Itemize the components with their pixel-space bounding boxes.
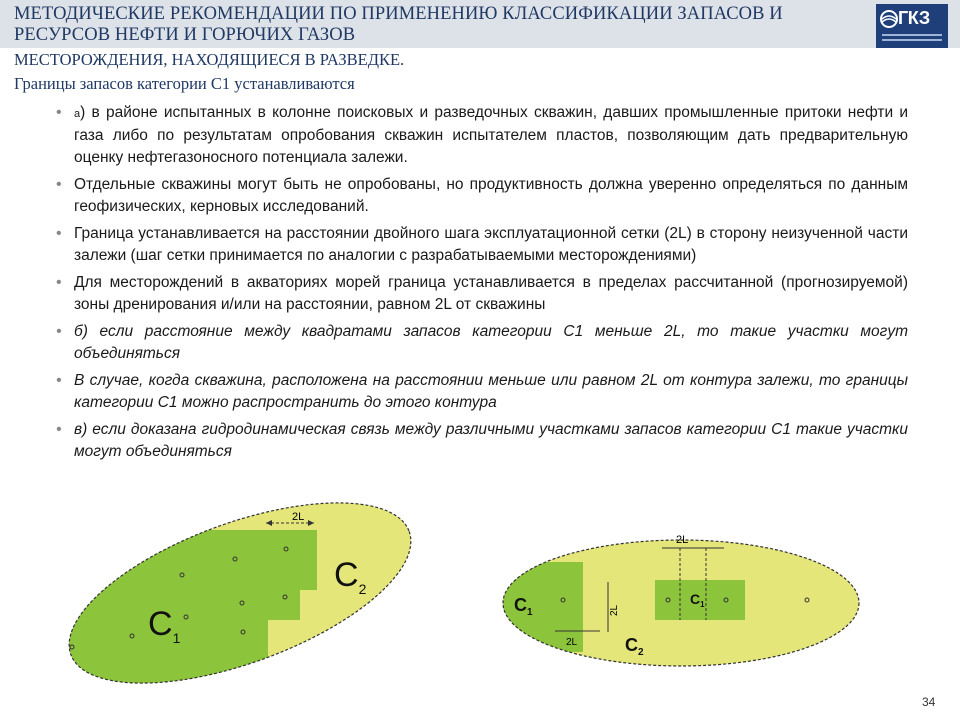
dim-label-bottom: 2L (566, 637, 578, 648)
reserves-diagram (0, 490, 960, 690)
bullet-item (56, 419, 908, 463)
bullet-item (56, 272, 908, 316)
logo-stripe (882, 34, 942, 36)
bullet-item (56, 102, 908, 169)
c2-letter: C (334, 556, 359, 594)
c1-letter: C (148, 605, 173, 643)
bullet-text: в) если доказана гидродинамическая связь между различными участками запасов категории С1 такие участки могут объединяться (74, 421, 908, 460)
bullet-item (56, 321, 908, 365)
logo-stripe (882, 39, 942, 41)
bullet-text: ) в районе испытанных в колонне поисковых и разведочных скважин, давших промышленные притоки нефти и газа либо по результатам опробования скважин испытателем пластов, позволяющим дать предварительную оценку нефтегазоносного потенциала залежи. (74, 104, 908, 166)
dim-label-top: 2L (676, 534, 689, 546)
globe-icon (879, 9, 899, 29)
c1-subscript: 1 (527, 607, 533, 618)
bullet-text: Граница устанавливается на расстоянии двойного шага эксплуатационной сетки (2L) в сторону неизученной части залежи (шаг сетки принимается по аналогии с разрабатываемыми месторождениями) (74, 225, 908, 264)
section-subtitle-2: Границы запасов категории С1 устанавливаются (14, 74, 355, 93)
c1-zone-left (40, 530, 317, 685)
right-deposit (490, 534, 859, 666)
c1-subscript: 1 (172, 630, 181, 646)
bullet-item (56, 370, 908, 414)
logo-text: ГКЗ (898, 8, 930, 28)
bullet-prefix: а (74, 108, 81, 120)
bullet-text: В случае, когда скважина, расположена на расстоянии меньше или равном 2L от контура залежи, то границы категории С1 можно распространить до этого контура (74, 372, 908, 411)
page-number: 34 (922, 695, 936, 709)
bullet-text: Для месторождений в акваториях морей граница устанавливается в пределах рассчитанной (прогнозируемой) зоны дренирования и/или на расстоянии, равном 2L от скважины (74, 274, 908, 313)
dim-label: 2L (292, 511, 305, 523)
bullet-list (56, 102, 908, 468)
c1-letter: C (514, 595, 527, 615)
c1-subscript: 1 (700, 600, 705, 609)
bullet-item (56, 223, 908, 267)
bullet-item (56, 174, 908, 218)
section-subtitle: МЕСТОРОЖДЕНИЯ, НАХОДЯЩИЕСЯ В РАЗВЕДКЕ. (14, 50, 405, 69)
bullet-text: Отдельные скважины могут быть не опробованы, но продуктивность должна уверенно определяться по данным геофизических, керновых исследований. (74, 176, 908, 215)
left-deposit (40, 490, 433, 690)
c2-letter: C (625, 635, 638, 655)
gkz-logo (876, 4, 948, 48)
slide-title: МЕТОДИЧЕСКИЕ РЕКОМЕНДАЦИИ ПО ПРИМЕНЕНИЮ КЛАССИФИКАЦИИ ЗАПАСОВ И РЕСУРСОВ НЕФТИ И ГОРЮЧИХ ГАЗОВ (14, 4, 783, 45)
dim-label-vert: 2L (609, 604, 620, 616)
c2-subscript: 2 (358, 581, 367, 597)
bullet-text: б) если расстояние между квадратами запасов категории С1 меньше 2L, то такие участки могут объединяться (74, 323, 908, 362)
c2-subscript: 2 (638, 647, 644, 658)
c1-letter: C (690, 591, 701, 607)
